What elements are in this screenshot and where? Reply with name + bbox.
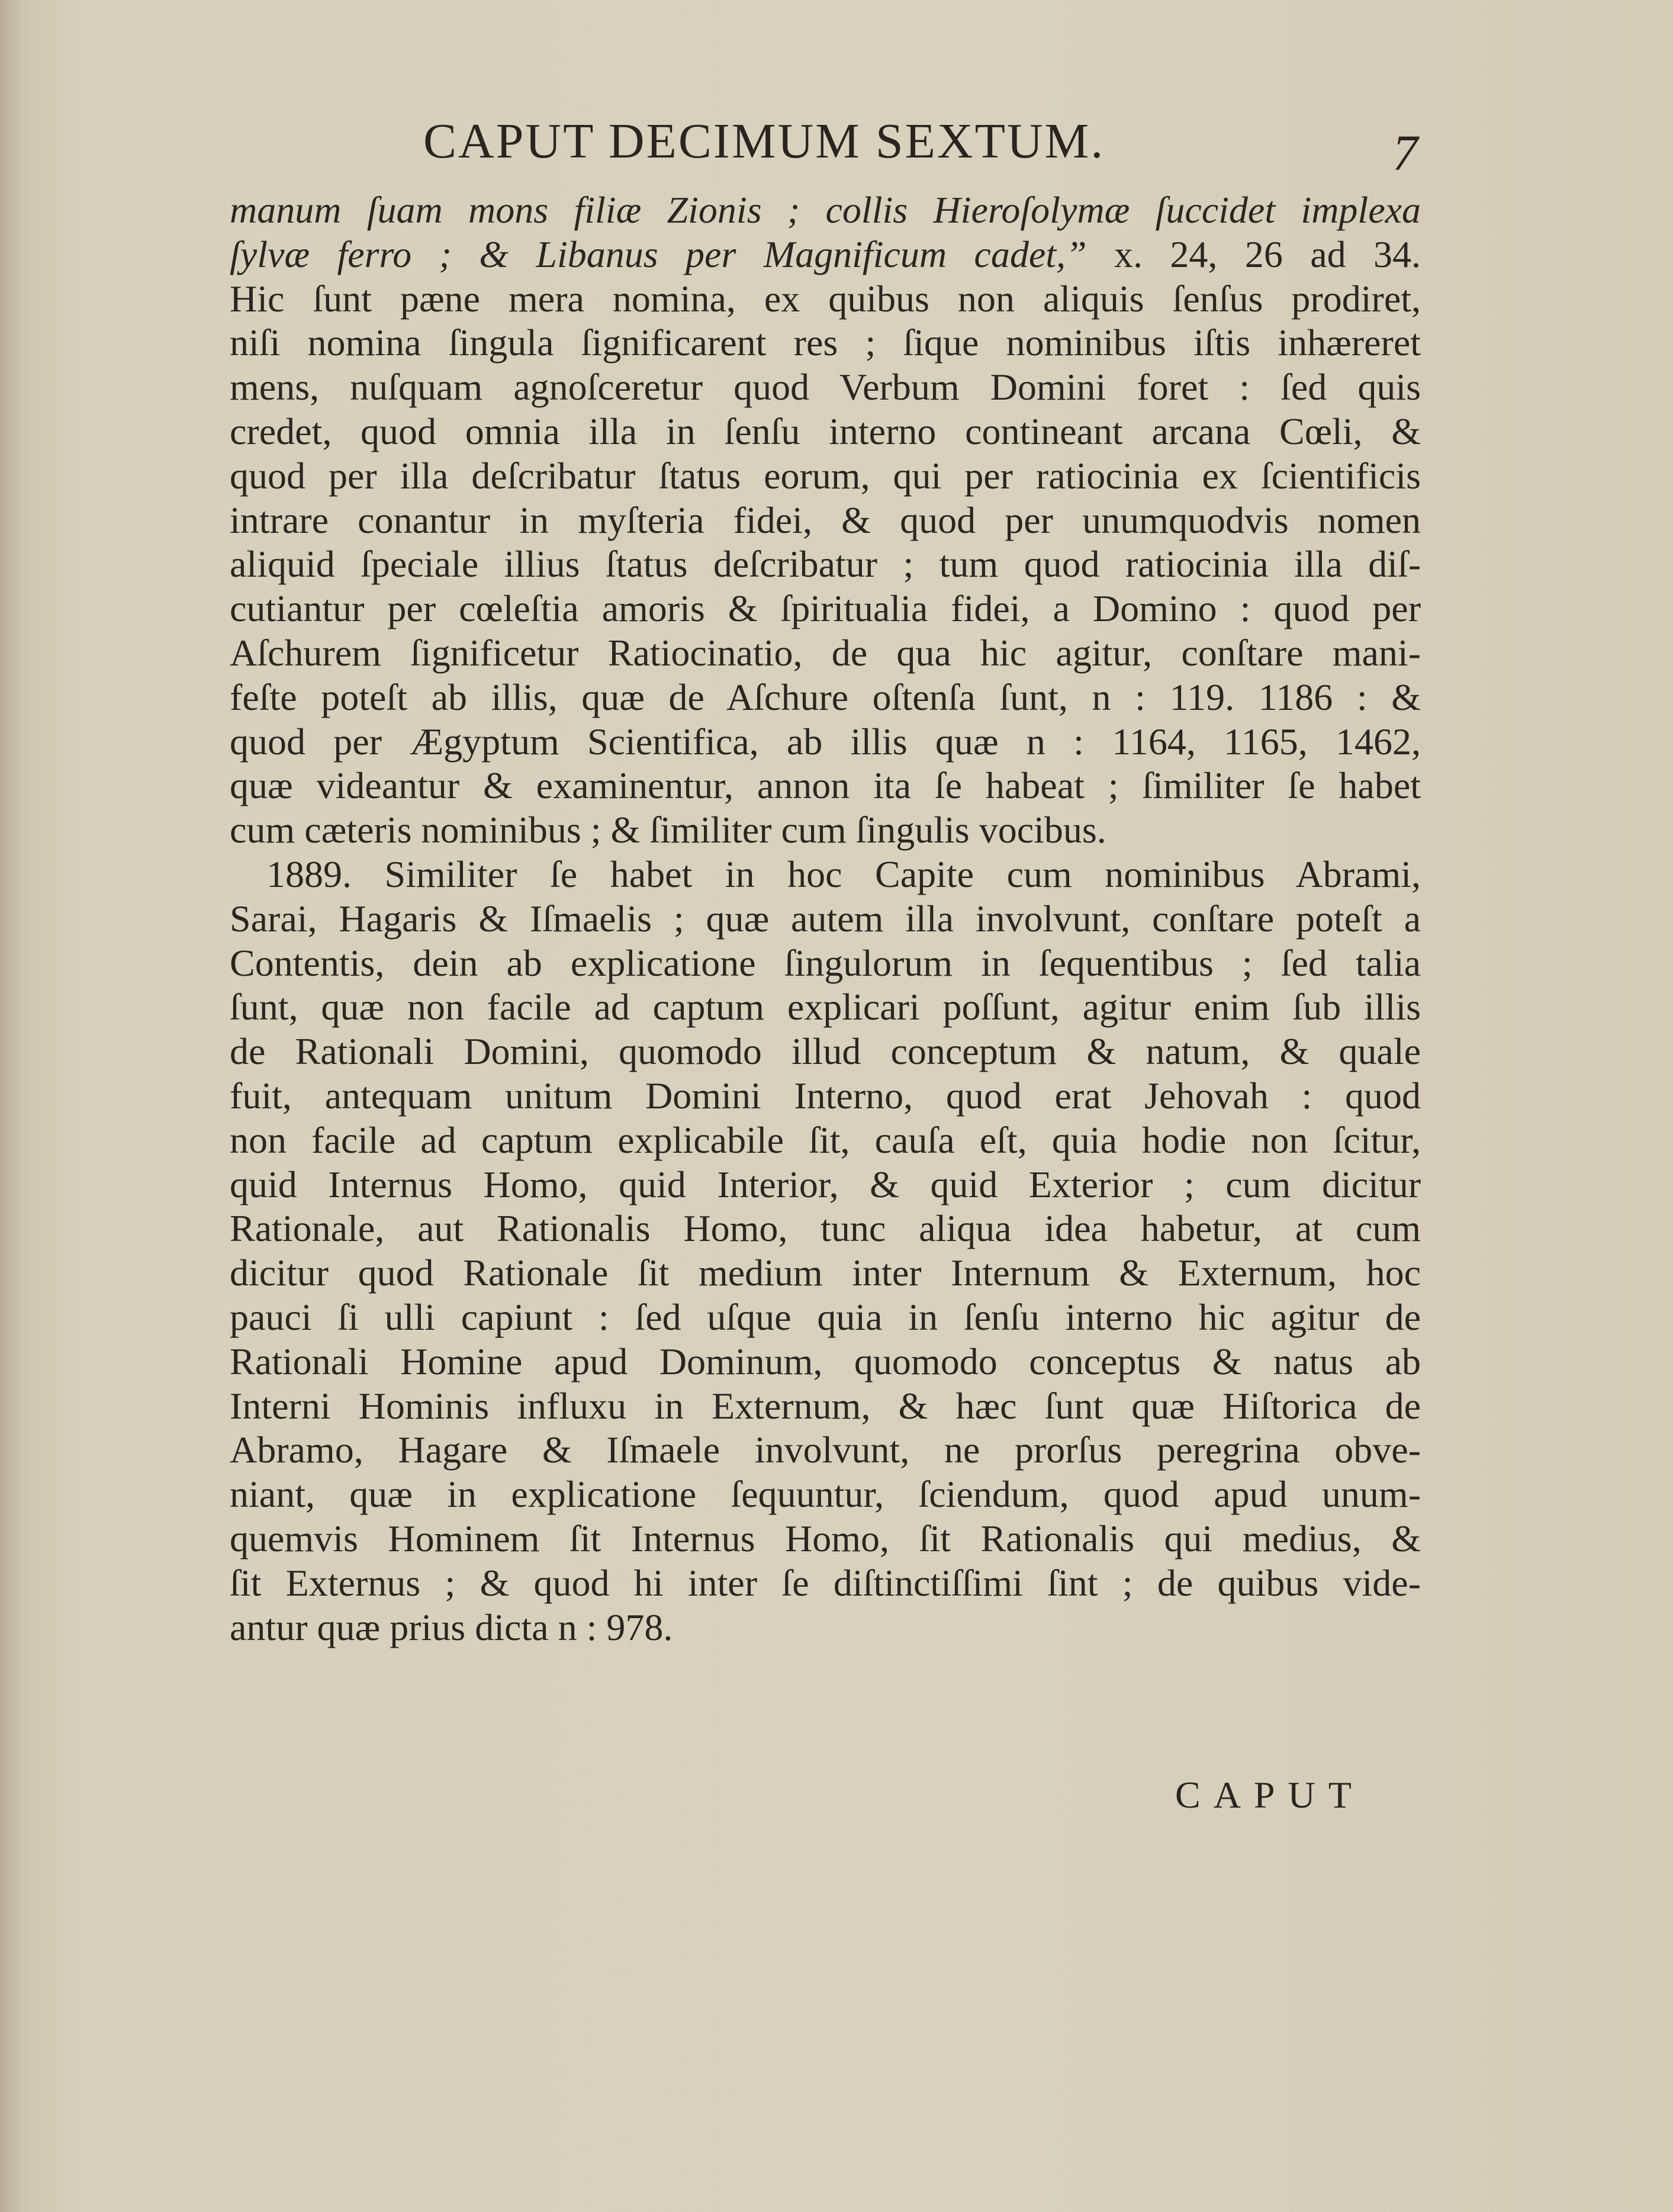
text-segment: dicitur quod Rationale ſit medium inter Internum & Externum, hoc	[230, 1252, 1421, 1294]
text-segment: quod per illa deſcribatur ſtatus eorum, qui per ratiocinia ex ſcientificis	[230, 454, 1421, 497]
text-line	[230, 542, 1421, 587]
text-line	[230, 499, 1421, 543]
text-segment: Interni Hominis influxu in Externum, & hæc ſunt quæ Hiſtorica de	[230, 1384, 1421, 1427]
text-line	[230, 1606, 1421, 1650]
text-segment: Abramo, Hagare & Iſmaele involvunt, ne prorſus peregrina obve-	[230, 1429, 1421, 1471]
text-segment: ſunt, quæ non facile ad captum explicari poſſunt, agitur enim ſub illis	[230, 986, 1421, 1028]
body-text	[230, 188, 1421, 1650]
text-line	[230, 1030, 1421, 1074]
text-line	[230, 1561, 1421, 1606]
text-segment: quod per Ægyptum Scientifica, ab illis quæ n : 1164, 1165, 1462,	[230, 720, 1421, 763]
text-segment: quid Internus Homo, quid Interior, & quid Exterior ; cum dicitur	[230, 1163, 1421, 1205]
text-segment: quæ videantur & examinentur, annon ita ſe habeat ; ſimiliter ſe habet	[230, 764, 1421, 807]
text-line	[230, 1295, 1421, 1340]
text-segment: quemvis Hominem ſit Internus Homo, ſit Rationalis qui medius, &	[230, 1517, 1421, 1560]
text-segment: aliquid ſpeciale illius ſtatus deſcribatur ; tum quod ratiocinia illa diſ-	[230, 543, 1421, 586]
text-segment: feſte poteſt ab illis, quæ de Aſchure oſtenſa ſunt, n : 119. 1186 : &	[230, 676, 1421, 718]
text-line	[230, 1118, 1421, 1163]
text-segment: fuit, antequam unitum Domini Interno, quod erat Jehovah : quod	[230, 1074, 1421, 1117]
text-segment: mens, nuſquam agnoſceretur quod Verbum Domini foret : ſed quis	[230, 366, 1421, 409]
text-segment: niſi nomina ſingula ſignificarent res ; ſique nominibus iſtis inhæreret	[230, 321, 1421, 364]
text-line	[230, 277, 1421, 321]
text-segment: pauci ſi ulli capiunt : ſed uſque quia in ſenſu interno hic agitur de	[230, 1295, 1421, 1338]
running-title: CAPUT DECIMUM SEXTUM.	[423, 114, 1105, 169]
text-line	[230, 853, 1421, 897]
text-segment: antur quæ prius dicta n : 978.	[230, 1606, 673, 1648]
text-line	[230, 1207, 1421, 1251]
text-line	[230, 676, 1421, 720]
text-line	[230, 454, 1421, 499]
text-segment: intrare conantur in myſteria fidei, & quod per unumquodvis nomen	[230, 499, 1421, 541]
text-line	[230, 1517, 1421, 1561]
text-line	[230, 985, 1421, 1030]
text-segment: x. 24, 26 ad 34.	[1086, 233, 1421, 275]
text-segment: Aſchurem ſignificetur Ratiocinatio, de qua hic agitur, conſtare mani-	[230, 631, 1421, 674]
text-line	[230, 764, 1421, 808]
text-line	[230, 1428, 1421, 1472]
page-number: 7	[1392, 124, 1418, 181]
text-segment: ſit Externus ; & quod hi inter ſe diſtinctiſſimi ſint ; de quibus vide-	[230, 1561, 1421, 1604]
text-line	[230, 410, 1421, 454]
text-line	[230, 808, 1421, 853]
text-line	[230, 188, 1421, 233]
text-line	[230, 941, 1421, 986]
text-line	[230, 1251, 1421, 1295]
text-segment: cum cæteris nominibus ; & ſimiliter cum ſingulis vocibus.	[230, 809, 1106, 851]
text-segment: credet, quod omnia illa in ſenſu interno contineant arcana Cœli, &	[230, 410, 1421, 452]
text-segment: niant, quæ in explicatione ſequuntur, ſciendum, quod apud unum-	[230, 1473, 1421, 1516]
text-segment: Sarai, Hagaris & Iſmaelis ; quæ autem illa involvunt, conſtare poteſt a	[230, 897, 1421, 940]
text-segment: cutiantur per cœleſtia amoris & ſpiritualia fidei, a Domino : quod per	[230, 587, 1421, 630]
text-line	[230, 1340, 1421, 1384]
text-line	[230, 1384, 1421, 1429]
text-line	[230, 631, 1421, 676]
text-segment: Hic ſunt pæne mera nomina, ex quibus non aliquis ſenſus prodiret,	[230, 277, 1421, 320]
text-line	[230, 365, 1421, 410]
text-segment: de Rationali Domini, quomodo illud conceptum & natum, & quale	[230, 1030, 1421, 1073]
text-line	[230, 233, 1421, 277]
italic-quote-segment: ſylvæ ferro ; & Libanus per Magnificum cadet,”	[230, 233, 1087, 275]
italic-quote-segment: manum ſuam mons filiæ Zionis ; collis Hieroſolymæ ſuccidet implexa	[230, 189, 1421, 231]
text-line	[230, 321, 1421, 365]
catchword: CAPUT	[1175, 1774, 1365, 1816]
text-line	[230, 720, 1421, 764]
text-segment: 1889. Similiter ſe habet in hoc Capite cum nominibus Abrami,	[266, 853, 1421, 895]
text-line	[230, 587, 1421, 631]
text-line	[230, 1472, 1421, 1517]
text-line	[230, 1163, 1421, 1207]
text-segment: non facile ad captum explicabile ſit, cauſa eſt, quia hodie non ſcitur,	[230, 1118, 1421, 1161]
text-segment: Contentis, dein ab explicatione ſingulorum in ſequentibus ; ſed talia	[230, 941, 1421, 984]
text-line	[230, 1074, 1421, 1118]
text-segment: Rationali Homine apud Dominum, quomodo conceptus & natus ab	[230, 1340, 1421, 1382]
text-line	[230, 897, 1421, 941]
text-segment: Rationale, aut Rationalis Homo, tunc aliqua idea habetur, at cum	[230, 1207, 1421, 1250]
